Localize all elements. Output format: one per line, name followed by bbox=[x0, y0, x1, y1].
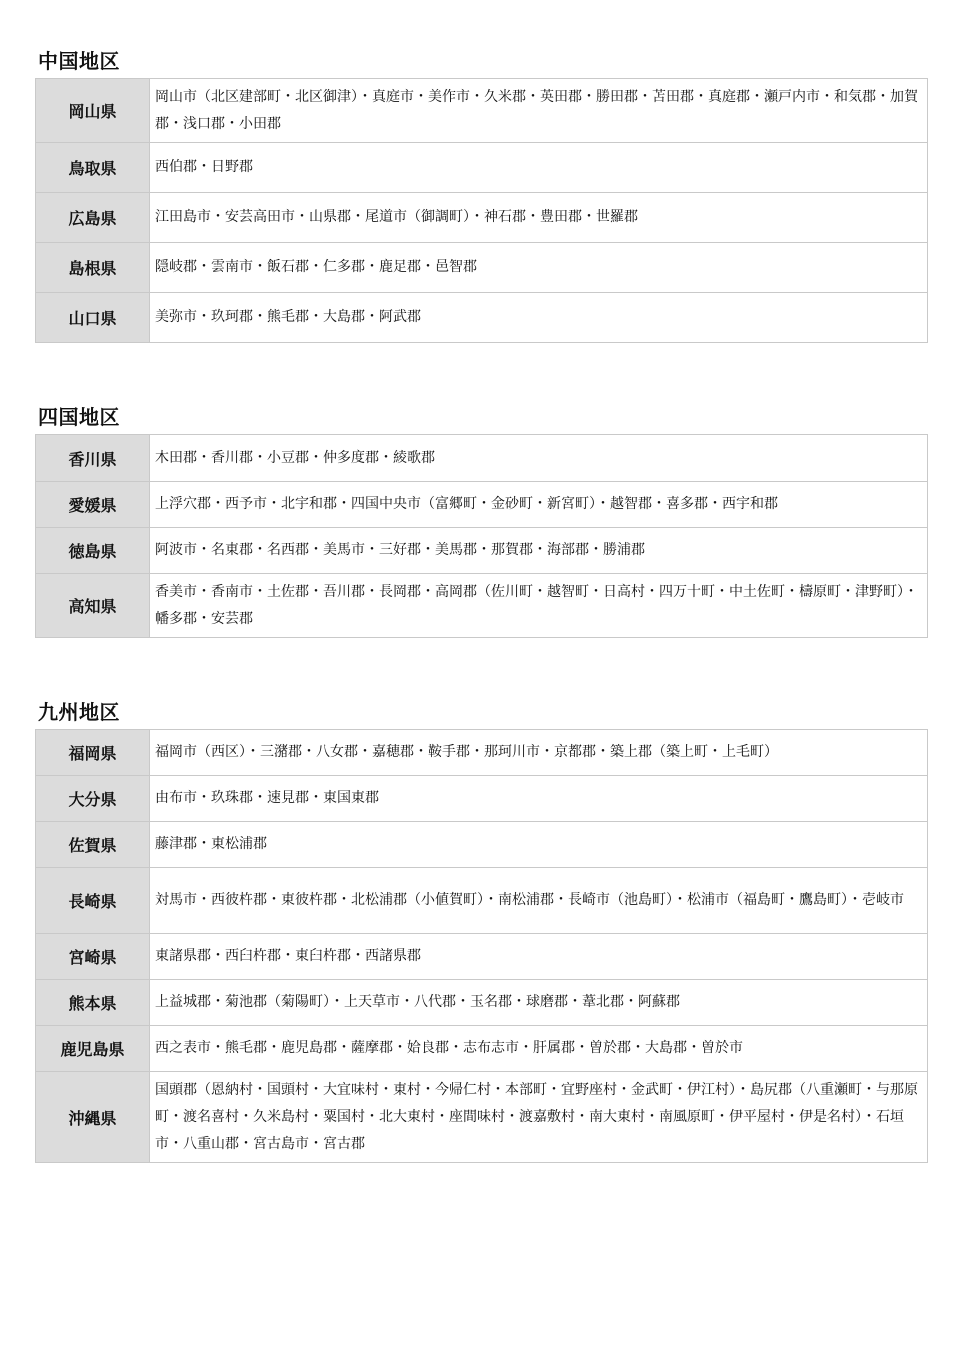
prefecture-name: 徳島県 bbox=[36, 528, 150, 574]
prefecture-name: 広島県 bbox=[36, 193, 150, 243]
area-list: 東諸県郡・西臼杵郡・東臼杵郡・西諸県郡 bbox=[150, 934, 928, 980]
section-title: 四国地区 bbox=[38, 405, 120, 429]
area-list: 上益城郡・菊池郡（菊陽町）・上天草市・八代郡・玉名郡・球磨郡・葦北郡・阿蘇郡 bbox=[150, 980, 928, 1026]
table-row bbox=[36, 528, 928, 574]
area-table bbox=[35, 78, 928, 343]
section-title: 九州地区 bbox=[38, 700, 120, 724]
area-table bbox=[35, 729, 928, 1163]
section-title: 中国地区 bbox=[38, 49, 120, 73]
area-list: 上浮穴郡・西予市・北宇和郡・四国中央市（富郷町・金砂町・新宮町）・越智郡・喜多郡・西宇和郡 bbox=[150, 482, 928, 528]
prefecture-name: 香川県 bbox=[36, 435, 150, 482]
area-list: 西伯郡・日野郡 bbox=[150, 143, 928, 193]
table-row bbox=[36, 1072, 928, 1163]
table-row bbox=[36, 980, 928, 1026]
area-list: 美弥市・玖珂郡・熊毛郡・大島郡・阿武郡 bbox=[150, 293, 928, 343]
table-row bbox=[36, 435, 928, 482]
table-row bbox=[36, 776, 928, 822]
prefecture-name: 島根県 bbox=[36, 243, 150, 293]
prefecture-name: 岡山県 bbox=[36, 79, 150, 143]
table-row bbox=[36, 143, 928, 193]
prefecture-name: 熊本県 bbox=[36, 980, 150, 1026]
area-list: 福岡市（西区）・三潴郡・八女郡・嘉穂郡・鞍手郡・那珂川市・京都郡・築上郡（築上町・上毛町） bbox=[150, 730, 928, 776]
area-list: 隠岐郡・雲南市・飯石郡・仁多郡・鹿足郡・邑智郡 bbox=[150, 243, 928, 293]
area-list: 対馬市・西彼杵郡・東彼杵郡・北松浦郡（小値賀町）・南松浦郡・長崎市（池島町）・松浦市（福島町・鷹島町）・壱岐市 bbox=[150, 868, 928, 934]
area-list: 由布市・玖珠郡・速見郡・東国東郡 bbox=[150, 776, 928, 822]
table-row bbox=[36, 482, 928, 528]
table-row bbox=[36, 1026, 928, 1072]
prefecture-name: 鹿児島県 bbox=[36, 1026, 150, 1072]
area-list: 香美市・香南市・土佐郡・吾川郡・長岡郡・高岡郡（佐川町・越智町・日高村・四万十町・中土佐町・檮原町・津野町）・幡多郡・安芸郡 bbox=[150, 574, 928, 638]
area-list: 阿波市・名東郡・名西郡・美馬市・三好郡・美馬郡・那賀郡・海部郡・勝浦郡 bbox=[150, 528, 928, 574]
table-row bbox=[36, 243, 928, 293]
prefecture-name: 山口県 bbox=[36, 293, 150, 343]
table-row bbox=[36, 868, 928, 934]
area-list: 国頭郡（恩納村・国頭村・大宜味村・東村・今帰仁村・本部町・宜野座村・金武町・伊江村）・島尻郡（八重瀬町・与那原町・渡名喜村・久米島村・粟国村・北大東村・座間味村・渡嘉敷村・南大東村・南風原町・伊平屋村・伊是名村）・石垣市・八重山郡・宮古島市・宮古郡 bbox=[150, 1072, 928, 1163]
prefecture-name: 沖縄県 bbox=[36, 1072, 150, 1163]
table-row bbox=[36, 934, 928, 980]
area-list: 藤津郡・東松浦郡 bbox=[150, 822, 928, 868]
prefecture-name: 宮崎県 bbox=[36, 934, 150, 980]
table-row bbox=[36, 193, 928, 243]
table-row bbox=[36, 574, 928, 638]
prefecture-name: 長崎県 bbox=[36, 868, 150, 934]
table-row bbox=[36, 293, 928, 343]
section-kyushu bbox=[35, 695, 928, 1163]
area-list: 江田島市・安芸高田市・山県郡・尾道市（御調町）・神石郡・豊田郡・世羅郡 bbox=[150, 193, 928, 243]
area-table bbox=[35, 434, 928, 638]
section-chugoku bbox=[35, 44, 928, 343]
area-list: 木田郡・香川郡・小豆郡・仲多度郡・綾歌郡 bbox=[150, 435, 928, 482]
table-row bbox=[36, 822, 928, 868]
prefecture-name: 福岡県 bbox=[36, 730, 150, 776]
prefecture-name: 鳥取県 bbox=[36, 143, 150, 193]
table-row bbox=[36, 730, 928, 776]
prefecture-name: 佐賀県 bbox=[36, 822, 150, 868]
prefecture-name: 高知県 bbox=[36, 574, 150, 638]
table-row bbox=[36, 79, 928, 143]
section-shikoku bbox=[35, 400, 928, 638]
prefecture-name: 愛媛県 bbox=[36, 482, 150, 528]
area-list: 西之表市・熊毛郡・鹿児島郡・薩摩郡・姶良郡・志布志市・肝属郡・曽於郡・大島郡・曽於市 bbox=[150, 1026, 928, 1072]
area-list: 岡山市（北区建部町・北区御津）・真庭市・美作市・久米郡・英田郡・勝田郡・苫田郡・真庭郡・瀬戸内市・和気郡・加賀郡・浅口郡・小田郡 bbox=[150, 79, 928, 143]
prefecture-name: 大分県 bbox=[36, 776, 150, 822]
